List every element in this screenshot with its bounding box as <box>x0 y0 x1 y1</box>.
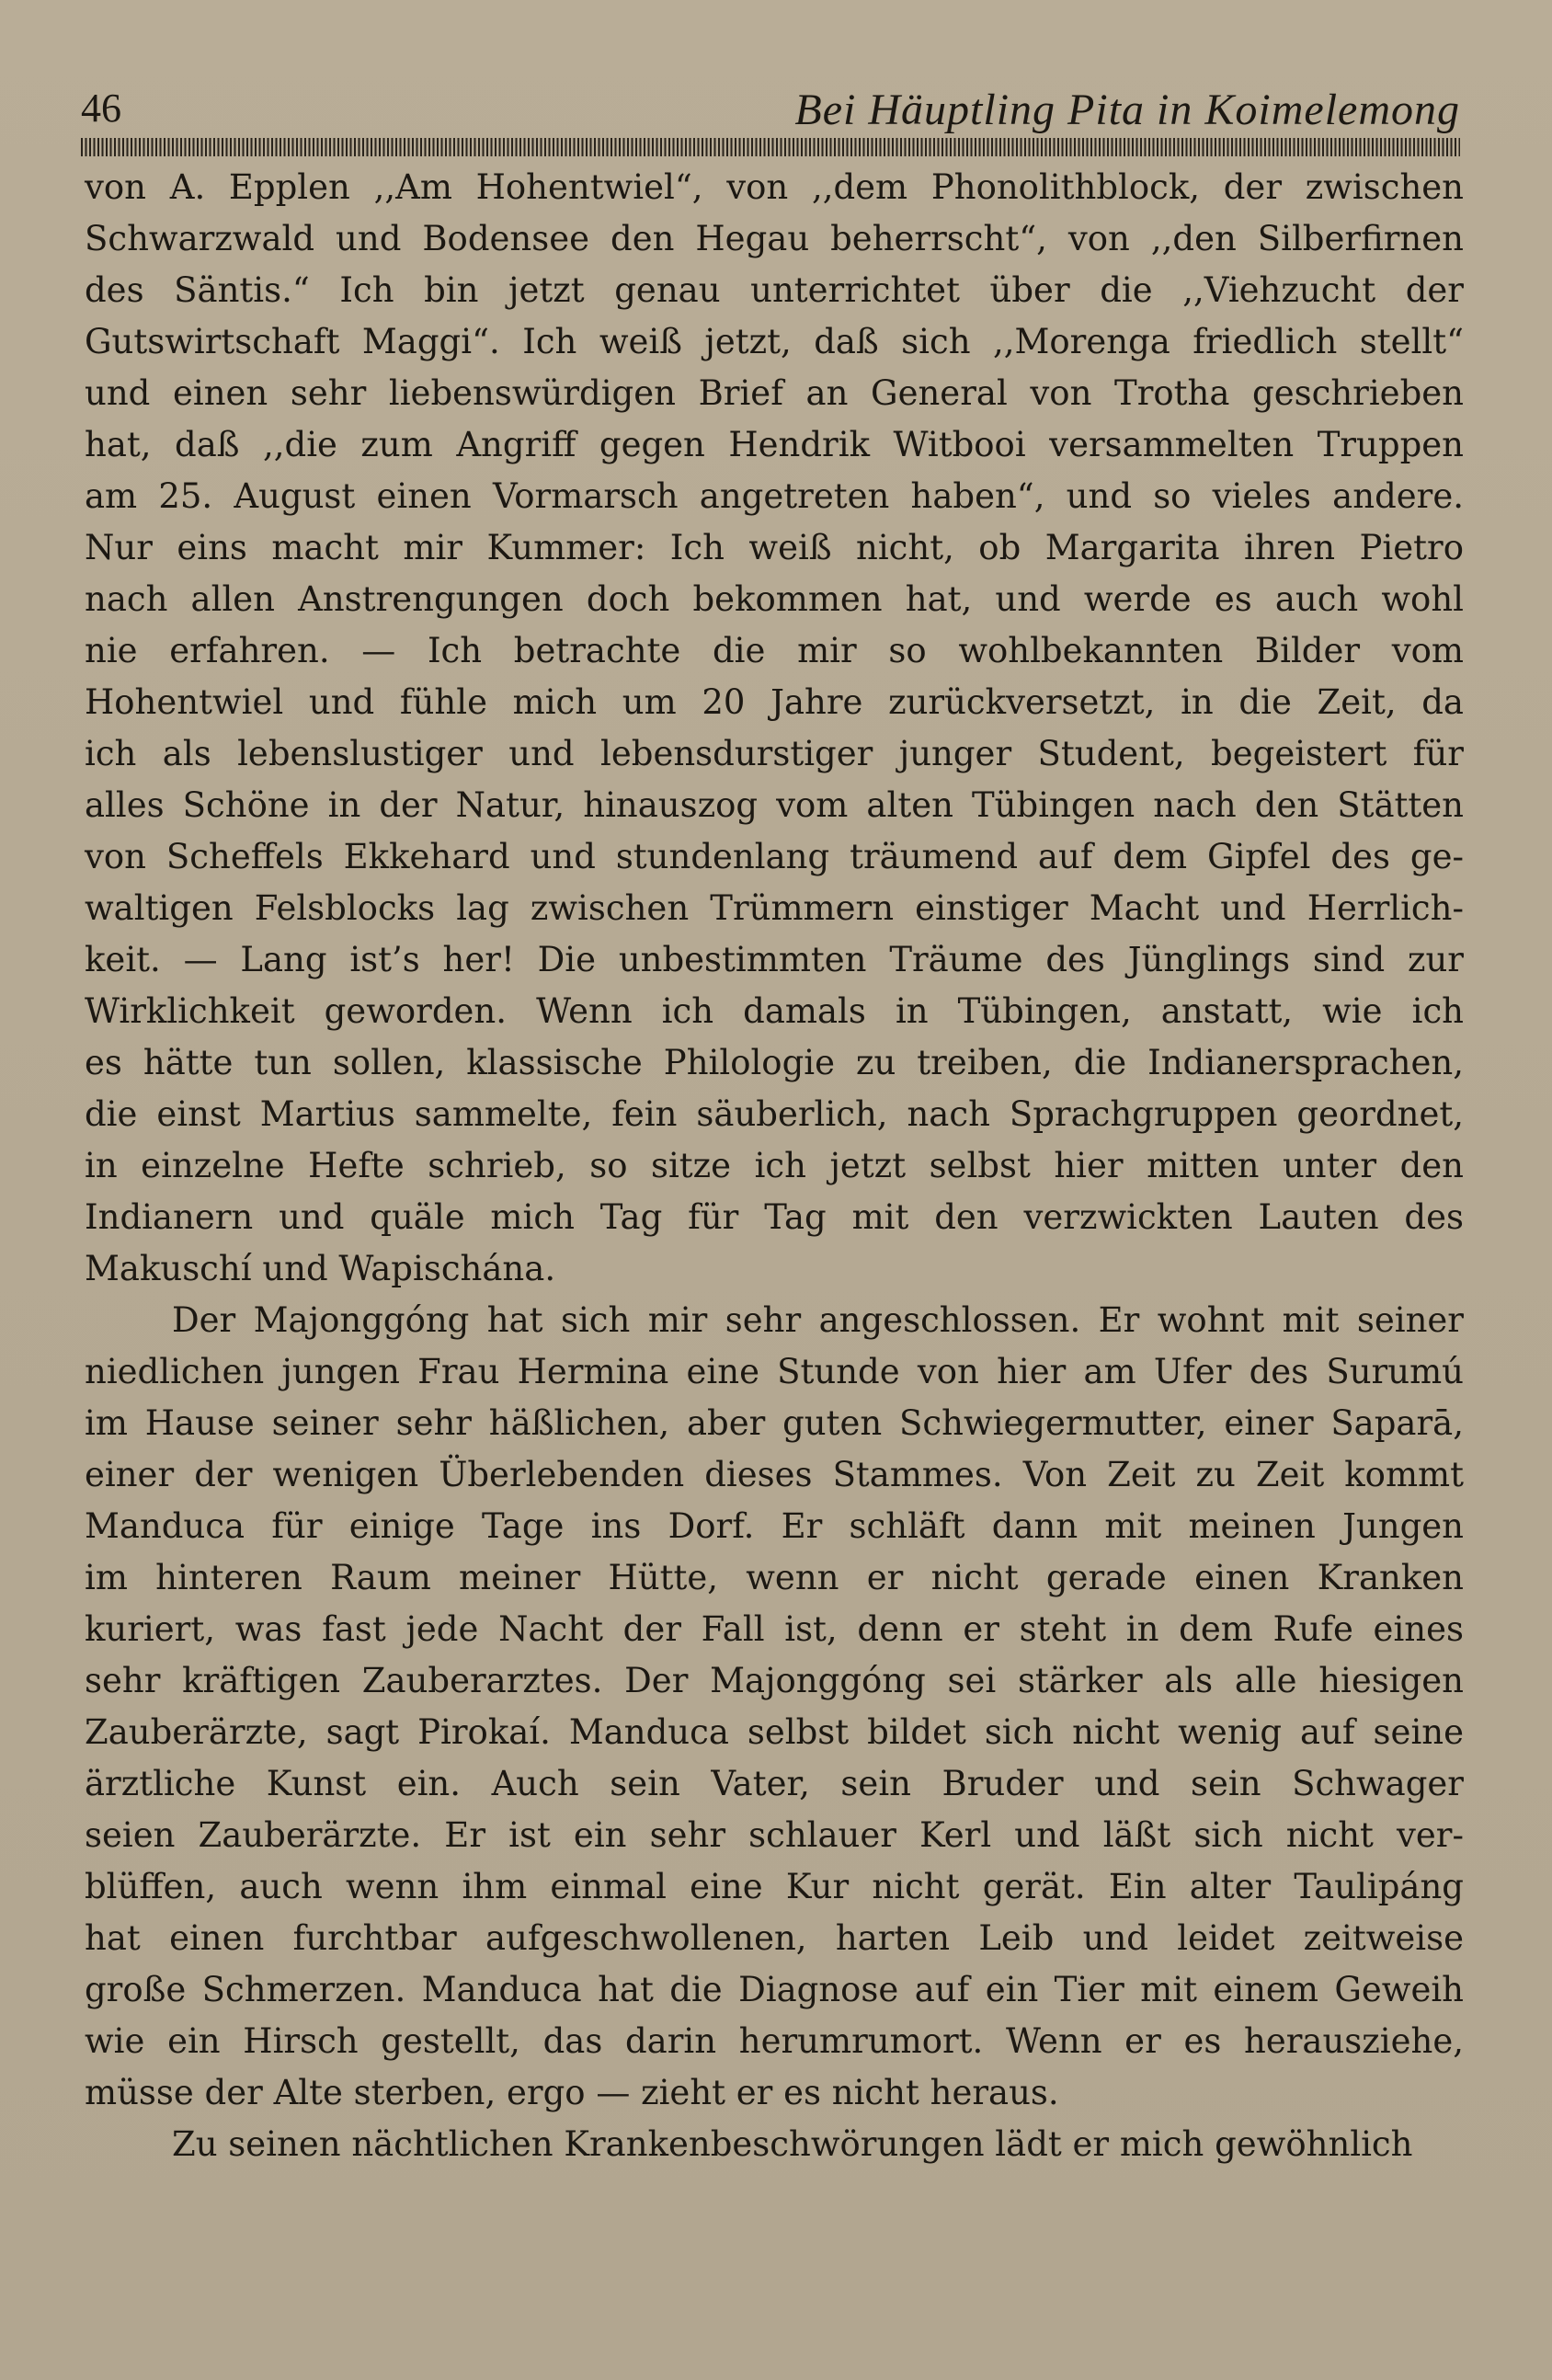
text-line: wie ein Hirsch gestellt, das darin herumrumort. Wenn er es herausziehe, <box>85 2021 1464 2061</box>
text-line: es hätte tun sollen, klassische Philologie zu treiben, die Indianersprachen, <box>85 1043 1464 1082</box>
text-line: die einst Martius sammelte, fein säuberlich, nach Sprachgruppen geordnet, <box>85 1094 1464 1134</box>
text-line: von Scheffels Ekkehard und stundenlang träumend auf dem Gipfel des ge- <box>85 837 1464 876</box>
text-line: waltigen Felsblocks lag zwischen Trümmern einstiger Macht und Herrlich- <box>85 888 1464 928</box>
text-line: Schwarzwald und Bodensee den Hegau beherrscht“, von ,,den Silberfirnen <box>85 219 1464 258</box>
text-line: alles Schöne in der Natur, hinauszog vom alten Tübingen nach den Stätten <box>85 785 1464 825</box>
text-line: des Säntis.“ Ich bin jetzt genau unterrichtet über die ,,Viehzucht der <box>85 270 1464 310</box>
text-line: einer der wenigen Überlebenden dieses Stammes. Von Zeit zu Zeit kommt <box>85 1455 1464 1494</box>
page-number: 46 <box>81 86 121 131</box>
text-line: keit. — Lang ist’s her! Die unbestimmten Träume des Jünglings sind zur <box>85 940 1464 979</box>
text-line: kuriert, was fast jede Nacht der Fall ist, denn er steht in dem Rufe eines <box>85 1609 1464 1649</box>
text-line: Zu seinen nächtlichen Krankenbeschwörungen lädt er mich gewöhnlich <box>172 2124 1413 2164</box>
text-line: Wirklichkeit geworden. Wenn ich damals in Tübingen, anstatt, wie ich <box>85 991 1464 1031</box>
text-line: Zauberärzte, sagt Pirokaí. Manduca selbst bildet sich nicht wenig auf seine <box>85 1712 1464 1752</box>
text-line: große Schmerzen. Manduca hat die Diagnose auf ein Tier mit einem Geweih <box>85 1970 1464 2009</box>
text-line: am 25. August einen Vormarsch angetreten haben“, und so vieles andere. <box>85 476 1464 516</box>
text-line: müsse der Alte sterben, ergo — zieht er es nicht heraus. <box>85 2073 1059 2112</box>
text-line: ich als lebenslustiger und lebensdurstiger junger Student, begeistert für <box>85 734 1464 773</box>
text-line: Gutswirtschaft Maggi“. Ich weiß jetzt, daß sich ,,Morenga friedlich stellt“ <box>85 322 1464 361</box>
running-title: Bei Häuptling Pita in Koimelemong <box>794 86 1460 134</box>
text-line: blüffen, auch wenn ihm einmal eine Kur nicht gerät. Ein alter Taulipáng <box>85 1867 1464 1906</box>
text-line: nach allen Anstrengungen doch bekommen hat, und werde es auch wohl <box>85 579 1464 619</box>
text-line: seien Zauberärzte. Er ist ein sehr schlauer Kerl und läßt sich nicht ver- <box>85 1815 1464 1855</box>
text-line: Makuschí und Wapischána. <box>85 1249 556 1288</box>
text-line: niedlichen jungen Frau Hermina eine Stunde von hier am Ufer des Surumú <box>85 1352 1464 1391</box>
text-line: sehr kräftigen Zauberarztes. Der Majonggóng sei stärker als alle hiesigen <box>85 1661 1464 1700</box>
text-line: in einzelne Hefte schrieb, so sitze ich jetzt selbst hier mitten unter den <box>85 1146 1464 1185</box>
text-line: und einen sehr liebenswürdigen Brief an General von Trotha geschrieben <box>85 373 1464 413</box>
text-line: hat einen furchtbar aufgeschwollenen, harten Leib und leidet zeitweise <box>85 1918 1464 1958</box>
text-line: Manduca für einige Tage ins Dorf. Er schläft dann mit meinen Jungen <box>85 1506 1464 1546</box>
text-line: Der Majonggóng hat sich mir sehr angeschlossen. Er wohnt mit seiner <box>172 1300 1464 1340</box>
text-line: im hinteren Raum meiner Hütte, wenn er nicht gerade einen Kranken <box>85 1558 1464 1597</box>
text-line: Nur eins macht mir Kummer: Ich weiß nicht, ob Margarita ihren Pietro <box>85 528 1464 567</box>
body-text <box>85 162 1464 2170</box>
text-line: ärztliche Kunst ein. Auch sein Vater, sein Bruder und sein Schwager <box>85 1764 1464 1803</box>
text-line: im Hause seiner sehr häßlichen, aber guten Schwiegermutter, einer Saparā, <box>85 1403 1464 1443</box>
text-line: Indianern und quäle mich Tag für Tag mit den verzwickten Lauten des <box>85 1197 1464 1237</box>
text-line: von A. Epplen ,,Am Hohentwiel“, von ,,dem Phonolithblock, der zwischen <box>85 167 1464 207</box>
page-header <box>81 85 1460 134</box>
header-rule <box>81 138 1460 156</box>
text-line: hat, daß ,,die zum Angriff gegen Hendrik Witbooi versammelten Truppen <box>85 425 1464 464</box>
text-line: Hohentwiel und fühle mich um 20 Jahre zurückversetzt, in die Zeit, da <box>85 682 1464 722</box>
text-line: nie erfahren. — Ich betrachte die mir so wohlbekannten Bilder vom <box>85 631 1464 670</box>
